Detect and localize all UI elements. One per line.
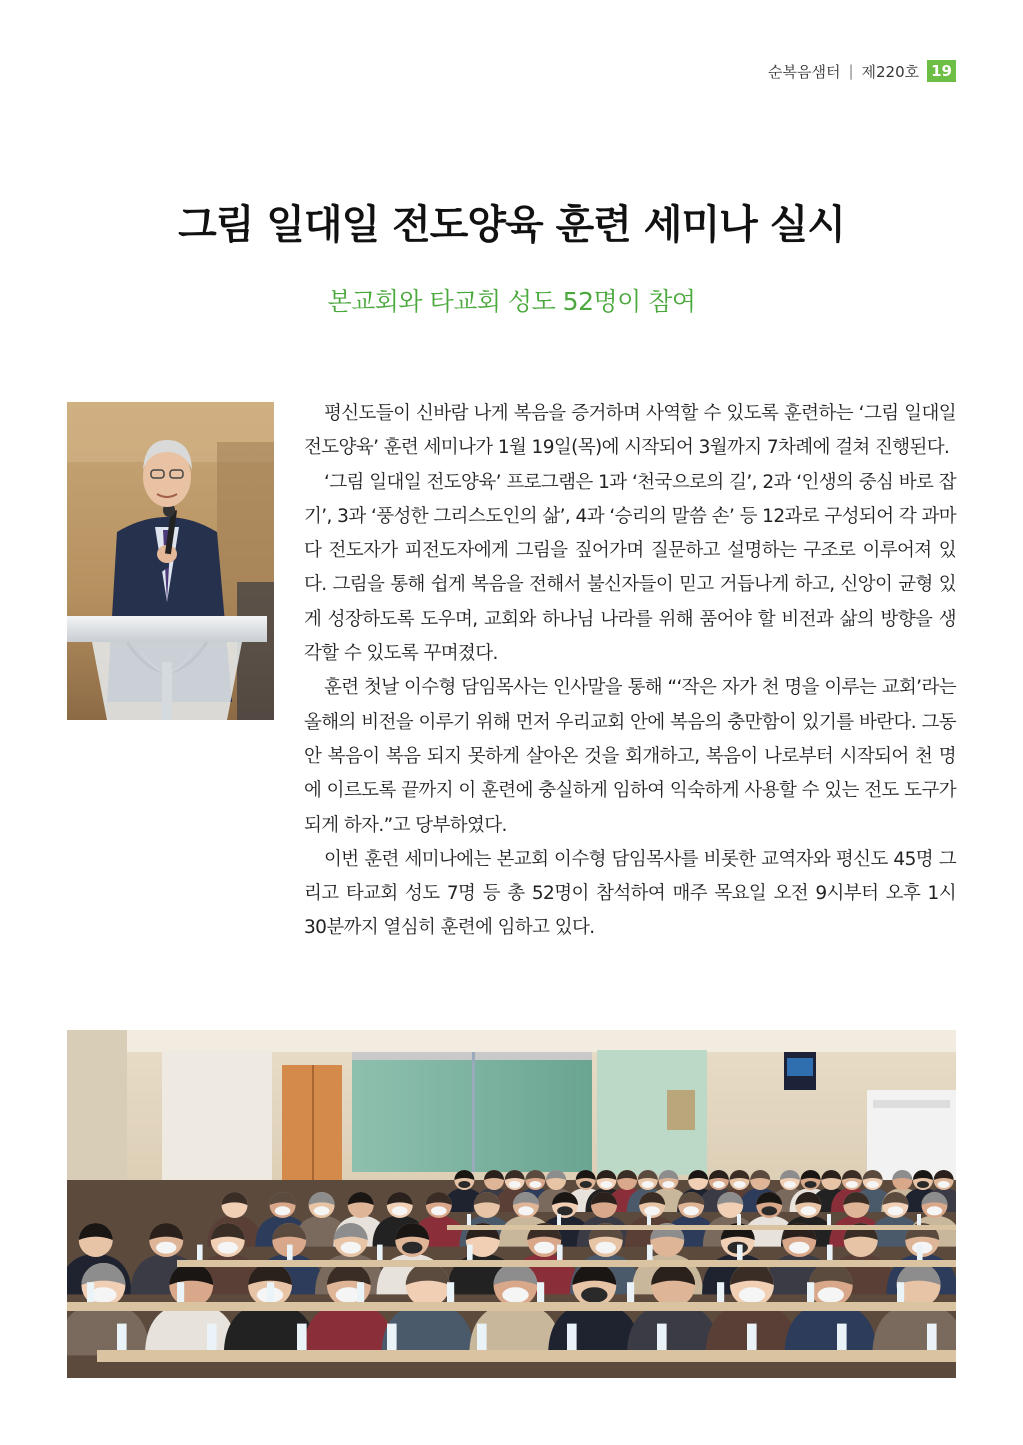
water-bottle xyxy=(827,1245,833,1260)
face-mask xyxy=(801,1206,817,1215)
article-body xyxy=(304,397,956,946)
water-bottle xyxy=(917,1245,923,1260)
paragraph-2: ‘그림 일대일 전도양육’ 프로그램은 1과 ‘천국으로의 길’, 2과 ‘인생의 중심 바로 잡기’, 3과 ‘풍성한 그리스도인의 삶’, 4과 ‘승리의 말씀 손’ 등 12과로 구성되어 각 과마다 전도자가 피전도자에게 그림을 짚어가며 질문하고 설명하는 구조로 이루어져 있다. 그림을 통해 쉽게 복음을 전해서 불신자들이 믿고 거듭나게 하고, 신앙이 균형 있게 성장하도록 도우며, 교회와 하나님 나라를 위해 품어야 할 비전과 삶의 방향을 생각할 수 있도록 꾸며졌다. xyxy=(304,471,956,665)
face-mask xyxy=(314,1206,330,1215)
face-mask xyxy=(713,1181,725,1188)
face-mask xyxy=(156,1242,176,1254)
page-header xyxy=(768,60,956,82)
face-mask xyxy=(509,1181,521,1188)
face-mask xyxy=(789,1242,809,1254)
face-mask xyxy=(458,1181,470,1188)
face-mask xyxy=(867,1181,879,1188)
section-name: 순복음샘터 xyxy=(767,62,841,81)
water-bottle xyxy=(357,1282,364,1302)
issue-number: 제220호 xyxy=(861,62,920,81)
water-bottle xyxy=(87,1282,94,1302)
face-mask xyxy=(761,1206,777,1215)
water-bottle xyxy=(377,1245,383,1260)
face-mask xyxy=(580,1181,592,1188)
header-separator: | xyxy=(848,62,854,80)
face-mask xyxy=(275,1206,291,1215)
desk-row xyxy=(177,1260,956,1267)
seminar-audience-photo xyxy=(67,1030,956,1378)
page-number: 19 xyxy=(927,60,956,82)
desk-row xyxy=(67,1302,956,1311)
water-bottle xyxy=(647,1214,651,1225)
face-mask xyxy=(596,1242,616,1254)
face-mask xyxy=(218,1242,238,1254)
paragraph-4: 이번 훈련 세미나에는 본교회 이수형 담임목사를 비롯한 교역자와 평신도 45명 그리고 타교회 성도 7명 등 총 52명이 참석하여 매주 목요일 오전 9시부터 오후 1시 30분까지 열심히 훈련에 임하고 있다. xyxy=(304,848,956,939)
water-bottle xyxy=(737,1245,743,1260)
face-mask xyxy=(642,1181,654,1188)
water-bottle xyxy=(657,1324,667,1350)
paragraph-3: 훈련 첫날 이수형 담임목사는 인사말을 통해 “‘작은 자가 천 명을 이루는 교회’라는 올해의 비전을 이루기 위해 먼저 우리교회 안에 복음의 충만함이 있기를 바란다. 그동안 복음이 복음 되지 못하게 살아온 것을 회개하고, 복음이 나로부터 시작되어 천 명에 이르도록 끝까지 이 훈련에 충실하게 임하여 익숙하게 사용할 수 있는 전도 도구가 되게 하자.”고 당부하였다. xyxy=(304,677,956,836)
face-mask xyxy=(341,1242,361,1254)
face-mask xyxy=(662,1181,674,1188)
water-bottle xyxy=(647,1245,653,1260)
water-bottle xyxy=(807,1282,814,1302)
face-mask xyxy=(805,1181,817,1188)
water-bottle xyxy=(207,1324,217,1350)
water-bottle xyxy=(917,1214,921,1225)
water-bottle xyxy=(447,1282,454,1302)
water-bottle xyxy=(737,1214,741,1225)
water-bottle xyxy=(477,1324,487,1350)
face-mask xyxy=(644,1206,660,1215)
water-bottle xyxy=(267,1282,274,1302)
water-bottle xyxy=(387,1324,397,1350)
water-bottle xyxy=(557,1245,563,1260)
article-title: 그림 일대일 전도양육 훈련 세미나 실시 xyxy=(178,202,845,248)
water-bottle xyxy=(897,1282,904,1302)
face-mask xyxy=(518,1206,534,1215)
water-bottle xyxy=(287,1245,293,1260)
water-bottle xyxy=(467,1245,473,1260)
water-bottle xyxy=(177,1282,184,1302)
water-bottle xyxy=(567,1324,577,1350)
face-mask xyxy=(402,1242,422,1254)
face-mask xyxy=(846,1181,858,1188)
face-mask xyxy=(534,1242,554,1254)
face-mask xyxy=(431,1206,447,1215)
face-mask xyxy=(502,1287,528,1302)
face-mask xyxy=(734,1181,746,1188)
speaker-photo xyxy=(67,402,274,720)
face-mask xyxy=(392,1206,408,1215)
face-mask xyxy=(784,1181,796,1188)
face-mask xyxy=(917,1181,929,1188)
desk-row xyxy=(97,1350,956,1362)
face-mask xyxy=(818,1287,844,1302)
face-mask xyxy=(683,1206,699,1215)
paragraph-1: 평신도들이 신바람 나게 복음을 증거하며 사역할 수 있도록 훈련하는 ‘그림 일대일 전도양육’ 훈련 세미나가 1월 19일(목)에 시작되어 3월까지 7차례에 걸쳐 진행된다. xyxy=(304,403,956,459)
face-mask xyxy=(529,1181,541,1188)
water-bottle xyxy=(627,1282,634,1302)
face-mask xyxy=(888,1206,904,1215)
water-bottle xyxy=(537,1282,544,1302)
water-bottle xyxy=(557,1214,561,1225)
water-bottle xyxy=(927,1324,937,1350)
desk-row xyxy=(447,1225,956,1230)
water-bottle xyxy=(197,1245,203,1260)
water-bottle xyxy=(297,1324,307,1350)
article-subtitle: 본교회와 타교회 성도 52명이 참여 xyxy=(327,287,696,316)
face-mask xyxy=(938,1181,950,1188)
water-bottle xyxy=(717,1282,724,1302)
water-bottle xyxy=(827,1214,831,1225)
water-bottle xyxy=(467,1214,471,1225)
water-bottle xyxy=(747,1324,757,1350)
water-bottle xyxy=(117,1324,127,1350)
water-bottle xyxy=(837,1324,847,1350)
face-mask xyxy=(600,1181,612,1188)
face-mask xyxy=(739,1287,765,1302)
face-mask xyxy=(581,1287,607,1302)
face-mask xyxy=(927,1206,943,1215)
